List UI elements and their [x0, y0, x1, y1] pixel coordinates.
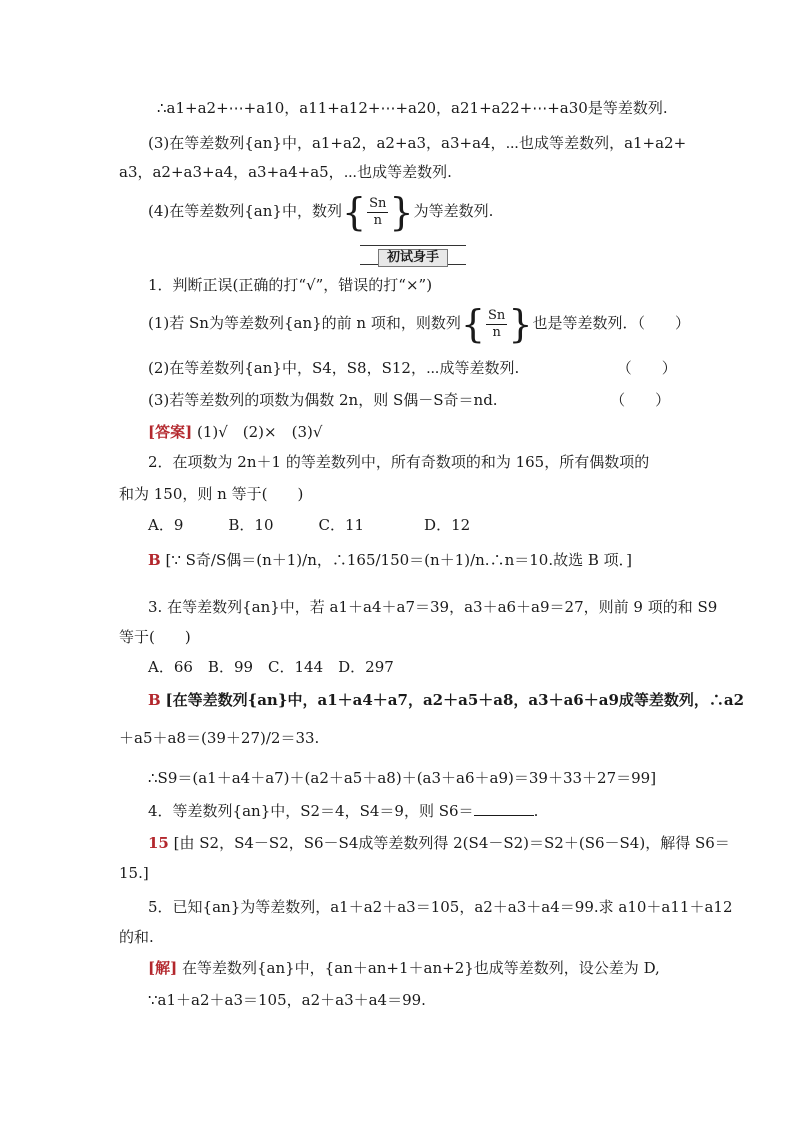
q2-options — [148, 515, 470, 535]
brace-open: { — [460, 302, 486, 346]
solution-text: ∵a1＋a2＋a3＝105，a2＋a3＋a4＝99. — [148, 991, 426, 1009]
answer-text: [由 S2，S4－S2，S6－S4成等差数列得 2(S4－S2)＝S2＋(S6－S4)，解得 S6＝ — [173, 834, 730, 852]
brace-close: } — [389, 190, 414, 234]
q1-answer — [148, 422, 322, 442]
q3-answer-3 — [148, 768, 656, 788]
q2-answer — [148, 550, 632, 570]
text: A．9 B．10 C．11 D．12 — [148, 516, 471, 534]
q4-answer-2 — [119, 863, 149, 883]
answer-text: ∴S9＝(a1＋a4＋a7)＋(a2＋a5＋a8)＋(a3＋a6＋a9)＝39＋33＋27＝99] — [148, 769, 657, 787]
text: 4．等差数列{an}中，S2＝4，S4＝9，则 S6＝ — [148, 802, 474, 820]
text: a3，a2+a3+a4，a3+a4+a5，⋯也成等差数列. — [119, 163, 452, 181]
line-4 — [148, 190, 494, 234]
text: (1)若 Sn为等差数列{an}的前 n 项和，则数列 — [148, 314, 461, 332]
text: 3. 在等差数列{an}中，若 a1＋a4＋a7＝39，a3＋a6＋a9＝27，则前 9 项的和 S9 — [148, 598, 718, 616]
brace-close: } — [508, 302, 533, 346]
answer-letter: B — [148, 551, 161, 569]
text: 为等差数列. — [413, 202, 494, 220]
answer-text: [∵ S奇/S偶＝(n＋1)/n，∴165/150＝(n＋1)/n.∴n＝10.故选 B 项．] — [165, 551, 632, 569]
q1-item-3 — [148, 390, 670, 410]
answer-value: 15 — [148, 834, 169, 852]
text: 2．在项数为 2n＋1 的等差数列中，所有奇数项的和为 165，所有偶数项的 — [148, 453, 650, 471]
answer-text: [在等差数列{an}中，a1＋a4＋a7，a2＋a5＋a8，a3＋a6＋a9成等差数列，∴a2 — [165, 691, 745, 709]
q3-answer-2 — [119, 728, 319, 748]
text: 1．判断正误(正确的打“√”，错误的打“×”) — [148, 276, 433, 294]
banner-label: 初试身手 — [378, 249, 448, 267]
q3-answer-1 — [148, 690, 744, 710]
solution-text: 在等差数列{an}中，{an＋an+1＋an+2}也成等差数列，设公差为 D, — [181, 959, 660, 977]
solution-2 — [148, 990, 426, 1010]
answer-label: [答案] — [148, 423, 193, 441]
line-3 — [119, 162, 452, 182]
text: (3)若等差数列的项数为偶数 2n，则 S偶－S奇＝nd. （ ） — [148, 391, 671, 409]
text: 也是等差数列．（ ） — [532, 314, 691, 332]
fraction-sn: $\frac{Sn}{n}$ — [488, 307, 506, 340]
text: (4)在等差数列{an}中，数列 — [148, 202, 342, 220]
text: 等于( ) — [119, 628, 191, 646]
text: (3)在等差数列{an}中，a1+a2，a2+a3，a3+a4，⋯也成等差数列，a1+a2+ — [148, 134, 687, 152]
q4-answer-1 — [148, 833, 730, 853]
q1-stem — [148, 275, 432, 295]
q3-stem-2 — [119, 627, 191, 647]
answer-blank — [474, 801, 534, 816]
q4-stem: 4．等差数列{an}中，S2＝4，S4＝9，则 S6＝ . — [148, 802, 539, 820]
line-1 — [157, 98, 668, 118]
answer-text: ＋a5＋a8＝(39＋27)/2＝33. — [119, 729, 320, 747]
q3-stem-1 — [148, 597, 717, 617]
fraction-sn: $\frac{Sn}{n}$ — [369, 195, 387, 228]
text: ∴a1+a2+⋯+a10，a11+a12+⋯+a20，a21+a22+⋯+a30是等差数列. — [157, 99, 668, 117]
q3-options — [148, 657, 394, 677]
q1-item-2 — [148, 358, 677, 378]
q5-stem-2 — [119, 927, 154, 947]
text: 5．已知{an}为等差数列，a1＋a2＋a3＝105，a2＋a3＋a4＝99.求 a10＋a11＋a12 — [148, 898, 733, 916]
answer-text: 15.] — [119, 864, 149, 882]
q2-stem-1 — [148, 452, 649, 472]
solution-1 — [148, 958, 660, 978]
brace-open: { — [341, 190, 367, 234]
answer-letter: B — [148, 691, 161, 709]
line-2 — [148, 133, 686, 153]
text: (2)在等差数列{an}中，S4，S8，S12，⋯成等差数列. （ ） — [148, 359, 677, 377]
solution-label: [解] — [148, 959, 178, 977]
q5-stem-1 — [148, 897, 733, 917]
text: 和为 150，则 n 等于( ) — [119, 485, 304, 503]
answer-text: (1)√ (2)× (3)√ — [196, 423, 323, 441]
q2-stem-2 — [119, 484, 303, 504]
q1-item-1 — [148, 302, 691, 346]
text: 的和. — [119, 928, 154, 946]
section-banner — [360, 245, 466, 265]
text: A．66 B．99 C．144 D．297 — [148, 658, 394, 676]
